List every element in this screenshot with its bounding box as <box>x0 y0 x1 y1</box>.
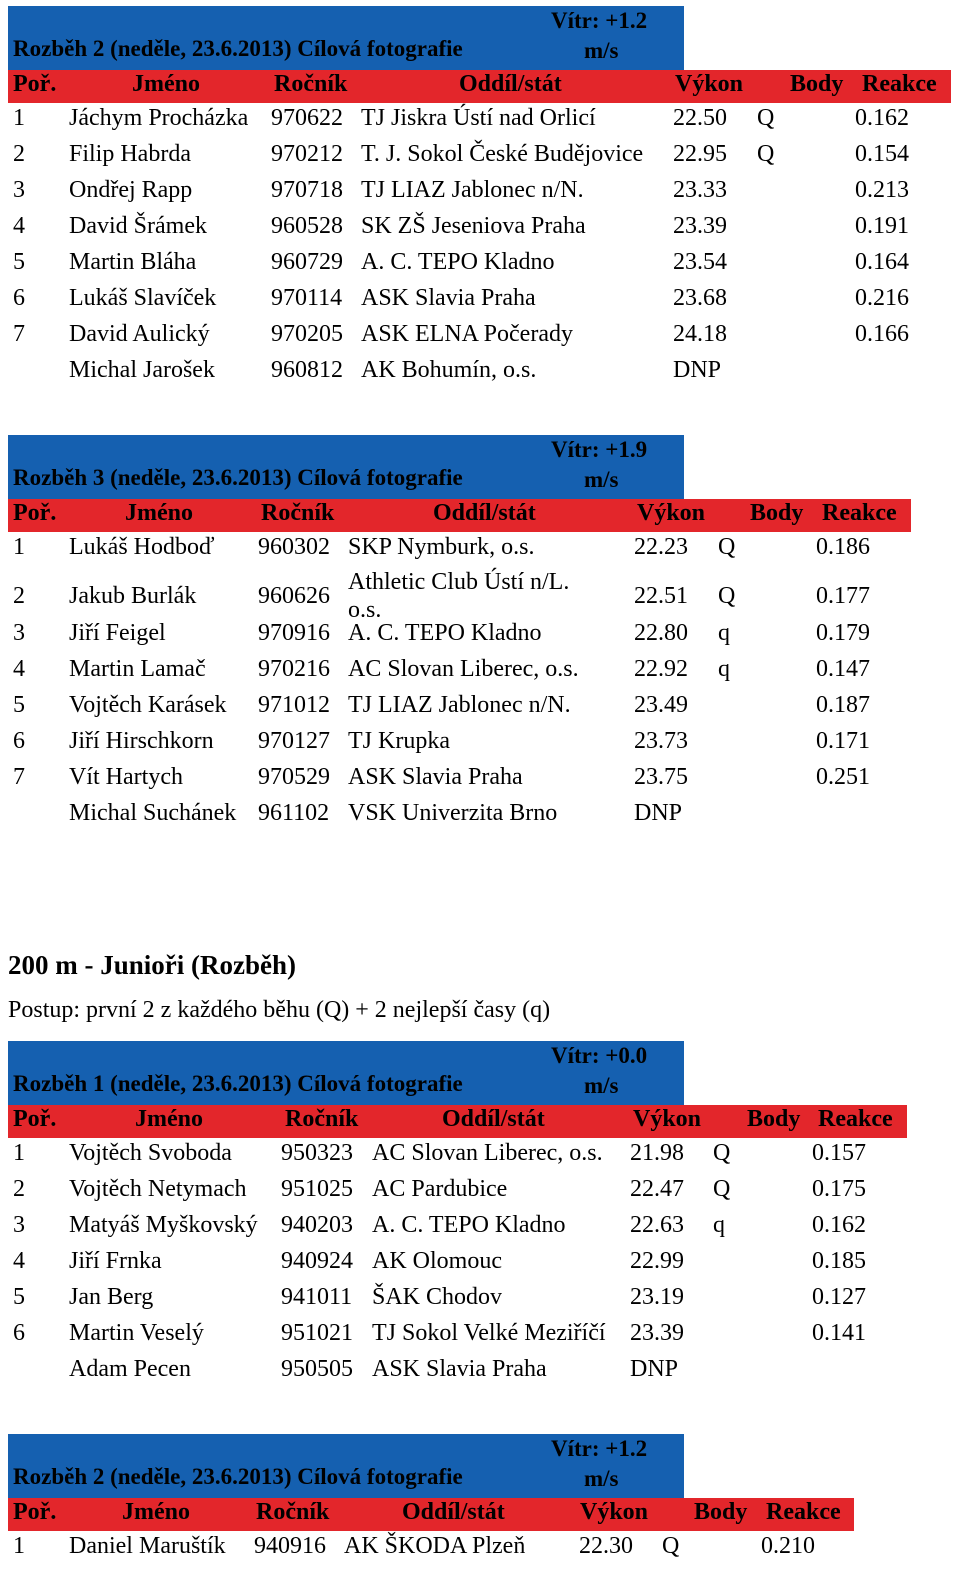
heat-block <box>8 6 951 391</box>
cell-por: 2 <box>13 141 25 167</box>
table-row <box>8 247 951 283</box>
results-rows <box>8 1138 907 1390</box>
cell-vykon: 23.49 <box>634 692 688 718</box>
cell-vykon: 22.99 <box>630 1248 684 1274</box>
cell-por: 3 <box>13 177 25 203</box>
table-row <box>8 1138 907 1174</box>
cell-rocnik: 960528 <box>271 213 343 239</box>
cell-jmeno: Jiří Frnka <box>69 1248 162 1274</box>
results-rows <box>8 1531 854 1567</box>
cell-body: Q <box>718 583 736 609</box>
cell-reakce: 0.210 <box>761 1533 815 1559</box>
cell-oddil: AK ŠKODA Plzeň <box>344 1533 526 1559</box>
cell-vykon: 23.39 <box>673 213 727 239</box>
cell-vykon: DNP <box>630 1356 679 1382</box>
col-oddil: Oddíl/stát <box>402 1499 505 1525</box>
cell-oddil: ŠAK Chodov <box>372 1284 503 1310</box>
cell-oddil: AC Slovan Liberec, o.s. <box>372 1140 603 1166</box>
table-row <box>8 798 911 834</box>
table-row <box>8 283 951 319</box>
cell-vykon: 23.54 <box>673 249 727 275</box>
cell-reakce: 0.166 <box>855 321 909 347</box>
heat-block <box>8 1434 854 1567</box>
cell-rocnik: 971012 <box>258 692 330 718</box>
cell-vykon: 23.73 <box>634 728 688 754</box>
cell-por: 6 <box>13 728 25 754</box>
heat-header <box>8 435 684 499</box>
cell-por: 7 <box>13 764 25 790</box>
table-row <box>8 1210 907 1246</box>
section-subtitle: Postup: první 2 z každého běhu (Q) + 2 nejlepší časy (q) <box>8 997 551 1023</box>
col-jmeno: Jméno <box>122 1499 190 1525</box>
cell-jmeno: Vojtěch Svoboda <box>69 1140 232 1166</box>
table-row <box>8 319 951 355</box>
table-row <box>8 532 911 568</box>
column-header-row <box>8 1498 854 1531</box>
cell-por: 2 <box>13 583 25 609</box>
cell-por: 2 <box>13 1176 25 1202</box>
cell-reakce: 0.175 <box>812 1176 866 1202</box>
col-rocnik: Ročník <box>256 1499 330 1525</box>
heat-header <box>8 6 684 70</box>
col-vykon: Výkon <box>580 1499 649 1525</box>
cell-por: 1 <box>13 105 25 131</box>
col-vykon: Výkon <box>637 500 706 526</box>
cell-rocnik: 970127 <box>258 728 330 754</box>
table-row <box>8 211 951 247</box>
heat-header <box>8 1041 684 1105</box>
cell-jmeno: Jáchym Procházka <box>69 105 249 131</box>
cell-rocnik: 960729 <box>271 249 343 275</box>
cell-oddil: ASK Slavia Praha <box>361 285 536 311</box>
heat-block <box>8 435 911 834</box>
table-row <box>8 175 951 211</box>
wind-value: Vítr: +1.2 <box>551 1436 648 1461</box>
cell-oddil: TJ LIAZ Jablonec n/N. <box>348 692 571 718</box>
cell-por: 1 <box>13 1140 25 1166</box>
cell-vykon: 22.51 <box>634 583 688 609</box>
cell-jmeno: Adam Pecen <box>69 1356 191 1382</box>
table-row <box>8 654 911 690</box>
cell-vykon: 22.80 <box>634 620 688 646</box>
cell-rocnik: 941011 <box>281 1284 353 1310</box>
table-row <box>8 1531 854 1567</box>
col-body: Body <box>694 1499 748 1525</box>
cell-rocnik: 950505 <box>281 1356 353 1382</box>
cell-jmeno: Daniel Maruštík <box>69 1533 226 1559</box>
col-por: Poř. <box>13 1499 57 1525</box>
cell-por: 6 <box>13 1320 25 1346</box>
cell-jmeno: Vojtěch Netymach <box>69 1176 247 1202</box>
cell-oddil: TJ Krupka <box>348 728 450 754</box>
cell-body: Q <box>662 1533 680 1559</box>
cell-oddil: ASK Slavia Praha <box>372 1356 547 1382</box>
cell-vykon: 23.75 <box>634 764 688 790</box>
col-body: Body <box>747 1106 801 1132</box>
cell-vykon: DNP <box>634 800 683 826</box>
cell-rocnik: 940924 <box>281 1248 353 1274</box>
cell-oddil: SK ZŠ Jeseniova Praha <box>361 213 586 239</box>
col-vykon: Výkon <box>675 71 744 97</box>
col-jmeno: Jméno <box>132 71 200 97</box>
cell-por: 3 <box>13 620 25 646</box>
cell-oddil: VSK Univerzita Brno <box>348 800 558 826</box>
cell-jmeno: Vojtěch Karásek <box>69 692 227 718</box>
table-row <box>8 139 951 175</box>
col-por: Poř. <box>13 1106 57 1132</box>
col-jmeno: Jméno <box>125 500 193 526</box>
cell-vykon: 22.63 <box>630 1212 684 1238</box>
cell-reakce: 0.141 <box>812 1320 866 1346</box>
column-header-row <box>8 499 911 532</box>
cell-jmeno: Ondřej Rapp <box>69 177 193 203</box>
col-por: Poř. <box>13 500 57 526</box>
cell-oddil: T. J. Sokol České Budějovice <box>361 141 644 167</box>
cell-reakce: 0.171 <box>816 728 870 754</box>
col-oddil: Oddíl/stát <box>442 1106 545 1132</box>
section-title: 200 m - Junioři (Rozběh) <box>8 950 296 980</box>
wind-unit: m/s <box>584 1466 619 1491</box>
cell-oddil: ASK Slavia Praha <box>348 764 523 790</box>
table-row <box>8 1246 907 1282</box>
cell-oddil: AC Slovan Liberec, o.s. <box>348 656 579 682</box>
cell-jmeno: Michal Suchánek <box>69 800 237 826</box>
cell-reakce: 0.179 <box>816 620 870 646</box>
cell-body: Q <box>757 141 775 167</box>
col-body: Body <box>790 71 844 97</box>
cell-rocnik: 951021 <box>281 1320 353 1346</box>
cell-reakce: 0.186 <box>816 534 870 560</box>
col-por: Poř. <box>13 71 57 97</box>
cell-body: q <box>718 620 730 646</box>
cell-rocnik: 960626 <box>258 583 330 609</box>
table-row <box>8 726 911 762</box>
cell-body: q <box>713 1212 725 1238</box>
col-rocnik: Ročník <box>285 1106 359 1132</box>
cell-jmeno: Martin Bláha <box>69 249 197 275</box>
cell-oddil: SKP Nymburk, o.s. <box>348 534 535 560</box>
cell-rocnik: 970529 <box>258 764 330 790</box>
cell-jmeno: Matyáš Myškovský <box>69 1212 258 1238</box>
cell-reakce: 0.157 <box>812 1140 866 1166</box>
cell-reakce: 0.216 <box>855 285 909 311</box>
cell-vykon: 22.50 <box>673 105 727 131</box>
cell-rocnik: 970212 <box>271 141 343 167</box>
column-header-row <box>8 70 951 103</box>
cell-oddil <box>348 568 569 624</box>
cell-oddil: ASK ELNA Počerady <box>361 321 573 347</box>
cell-por: 3 <box>13 1212 25 1238</box>
cell-oddil: TJ Jiskra Ústí nad Orlicí <box>361 105 596 131</box>
table-row <box>8 355 951 391</box>
cell-rocnik: 970916 <box>258 620 330 646</box>
cell-vykon: 23.19 <box>630 1284 684 1310</box>
table-row <box>8 568 911 623</box>
cell-por: 1 <box>13 1533 25 1559</box>
table-row <box>8 762 911 798</box>
cell-rocnik: 951025 <box>281 1176 353 1202</box>
cell-body: Q <box>757 105 775 131</box>
results-rows <box>8 103 951 391</box>
table-row <box>8 1174 907 1210</box>
table-row <box>8 103 951 139</box>
cell-rocnik: 970718 <box>271 177 343 203</box>
cell-reakce: 0.154 <box>855 141 909 167</box>
cell-vykon: 22.92 <box>634 656 688 682</box>
cell-por: 4 <box>13 1248 25 1274</box>
heat-title: Rozběh 3 (neděle, 23.6.2013) Cílová fotografie <box>13 465 463 490</box>
wind-unit: m/s <box>584 1073 619 1098</box>
cell-por: 5 <box>13 692 25 718</box>
cell-rocnik: 961102 <box>258 800 330 826</box>
cell-body: q <box>718 656 730 682</box>
heat-block <box>8 1041 907 1390</box>
cell-vykon: 24.18 <box>673 321 727 347</box>
cell-body: Q <box>713 1176 731 1202</box>
cell-reakce: 0.177 <box>816 583 870 609</box>
cell-rocnik: 950323 <box>281 1140 353 1166</box>
col-jmeno: Jméno <box>135 1106 203 1132</box>
cell-jmeno: Michal Jarošek <box>69 357 215 383</box>
cell-por: 4 <box>13 213 25 239</box>
heat-title: Rozběh 1 (neděle, 23.6.2013) Cílová fotografie <box>13 1071 463 1096</box>
cell-jmeno: Jakub Burlák <box>69 583 197 609</box>
col-oddil: Oddíl/stát <box>433 500 536 526</box>
cell-oddil: TJ LIAZ Jablonec n/N. <box>361 177 584 203</box>
cell-rocnik: 960812 <box>271 357 343 383</box>
cell-rocnik: 940916 <box>254 1533 326 1559</box>
cell-rocnik: 970622 <box>271 105 343 131</box>
cell-por: 7 <box>13 321 25 347</box>
cell-reakce: 0.164 <box>855 249 909 275</box>
cell-jmeno: David Aulický <box>69 321 210 347</box>
cell-reakce: 0.162 <box>812 1212 866 1238</box>
cell-vykon: 23.39 <box>630 1320 684 1346</box>
cell-jmeno: Jiří Feigel <box>69 620 166 646</box>
table-row <box>8 1282 907 1318</box>
results-rows <box>8 532 911 834</box>
cell-reakce: 0.251 <box>816 764 870 790</box>
col-oddil: Oddíl/stát <box>459 71 562 97</box>
column-header-row <box>8 1105 907 1138</box>
cell-jmeno: Lukáš Slavíček <box>69 285 217 311</box>
cell-vykon: 22.30 <box>579 1533 633 1559</box>
cell-rocnik: 970205 <box>271 321 343 347</box>
cell-reakce: 0.147 <box>816 656 870 682</box>
cell-oddil-line2: o.s. <box>348 597 382 623</box>
cell-oddil: A. C. TEPO Kladno <box>348 620 542 646</box>
cell-body: Q <box>713 1140 731 1166</box>
cell-body: Q <box>718 534 736 560</box>
table-row <box>8 690 911 726</box>
cell-vykon: 23.33 <box>673 177 727 203</box>
cell-reakce: 0.127 <box>812 1284 866 1310</box>
cell-rocnik: 960302 <box>258 534 330 560</box>
cell-por: 1 <box>13 534 25 560</box>
cell-por: 4 <box>13 656 25 682</box>
heat-header <box>8 1434 684 1498</box>
col-reakce: Reakce <box>862 71 937 97</box>
table-row <box>8 618 911 654</box>
col-reakce: Reakce <box>818 1106 893 1132</box>
cell-vykon: 22.23 <box>634 534 688 560</box>
cell-jmeno: Martin Veselý <box>69 1320 204 1346</box>
cell-oddil: AK Olomouc <box>372 1248 502 1274</box>
wind-unit: m/s <box>584 467 619 492</box>
cell-jmeno: Jan Berg <box>69 1284 154 1310</box>
col-rocnik: Ročník <box>274 71 348 97</box>
cell-por: 5 <box>13 1284 25 1310</box>
cell-oddil-line1: Athletic Club Ústí n/L. <box>348 569 570 595</box>
col-body: Body <box>750 500 804 526</box>
wind-unit: m/s <box>584 38 619 63</box>
cell-oddil: AC Pardubice <box>372 1176 508 1202</box>
cell-oddil: AK Bohumín, o.s. <box>361 357 537 383</box>
cell-rocnik: 970114 <box>271 285 343 311</box>
cell-reakce: 0.191 <box>855 213 909 239</box>
cell-por: 6 <box>13 285 25 311</box>
cell-oddil: A. C. TEPO Kladno <box>372 1212 566 1238</box>
wind-value: Vítr: +1.2 <box>551 8 648 33</box>
cell-jmeno: Lukáš Hodboď <box>69 534 215 560</box>
heat-title: Rozběh 2 (neděle, 23.6.2013) Cílová fotografie <box>13 36 463 61</box>
cell-oddil: A. C. TEPO Kladno <box>361 249 555 275</box>
cell-reakce: 0.185 <box>812 1248 866 1274</box>
wind-value: Vítr: +1.9 <box>551 437 648 462</box>
cell-rocnik: 940203 <box>281 1212 353 1238</box>
cell-vykon: 23.68 <box>673 285 727 311</box>
wind-value: Vítr: +0.0 <box>551 1043 648 1068</box>
cell-jmeno: Vít Hartych <box>69 764 183 790</box>
col-reakce: Reakce <box>766 1499 841 1525</box>
cell-jmeno: Filip Habrda <box>69 141 191 167</box>
col-reakce: Reakce <box>822 500 897 526</box>
col-rocnik: Ročník <box>261 500 335 526</box>
heat-title: Rozběh 2 (neděle, 23.6.2013) Cílová fotografie <box>13 1464 463 1489</box>
cell-jmeno: Jiří Hirschkorn <box>69 728 214 754</box>
col-vykon: Výkon <box>633 1106 702 1132</box>
cell-oddil: TJ Sokol Velké Meziříčí <box>372 1320 606 1346</box>
cell-reakce: 0.213 <box>855 177 909 203</box>
cell-vykon: 22.95 <box>673 141 727 167</box>
cell-reakce: 0.162 <box>855 105 909 131</box>
table-row <box>8 1354 907 1390</box>
cell-vykon: 22.47 <box>630 1176 684 1202</box>
table-row <box>8 1318 907 1354</box>
cell-jmeno: Martin Lamač <box>69 656 206 682</box>
cell-vykon: 21.98 <box>630 1140 684 1166</box>
cell-reakce: 0.187 <box>816 692 870 718</box>
cell-rocnik: 970216 <box>258 656 330 682</box>
cell-vykon: DNP <box>673 357 722 383</box>
cell-por: 5 <box>13 249 25 275</box>
cell-jmeno: David Šrámek <box>69 213 207 239</box>
